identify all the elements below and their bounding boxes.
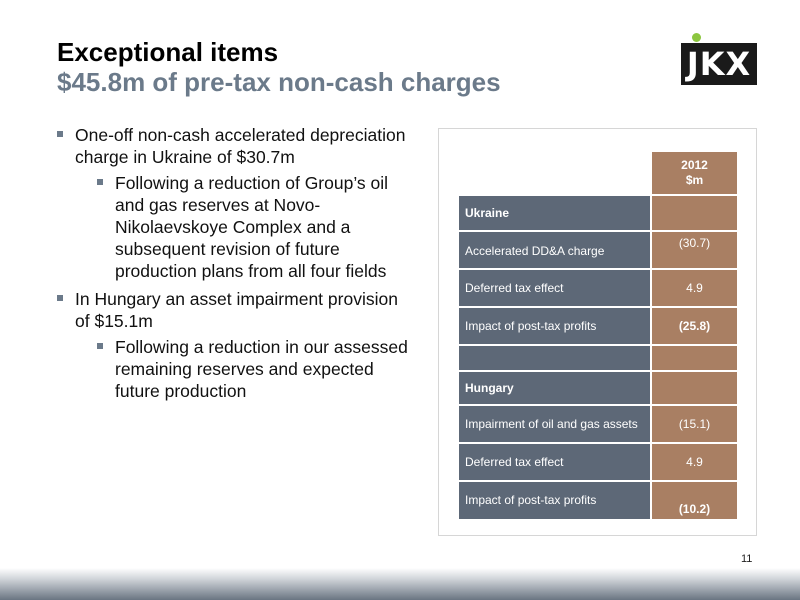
bullet-square-icon [57, 131, 63, 137]
bullet-item [57, 288, 417, 332]
table-row-value [652, 346, 737, 370]
table-row-value: (30.7) [652, 232, 737, 268]
sub-bullet-text: Following a reduction of Group’s oil and gas reserves at Novo-Nikolaevskoye Complex and a subsequent revision of future production plans from all four fields [115, 173, 389, 281]
sub-bullet-item [57, 336, 417, 402]
sub-bullet-text: Following a reduction in our assessed remaining reserves and expected future production [115, 337, 408, 401]
table-row-value: 4.9 [652, 270, 737, 306]
company-logo: JKX [681, 43, 757, 85]
table-header-year: 2012 [681, 158, 708, 172]
table-row-value [652, 196, 737, 230]
bullet-item [57, 124, 417, 168]
table-header-cell [652, 152, 737, 194]
table-row-value: (25.8) [652, 308, 737, 344]
bullet-square-icon [97, 179, 103, 185]
slide-title: Exceptional items [57, 37, 279, 67]
bullet-list [57, 124, 417, 408]
footer-gradient-bar [0, 568, 800, 600]
table-row-value: 4.9 [652, 444, 737, 480]
table-row-value [652, 372, 737, 404]
bullet-text: In Hungary an asset impairment provision of $15.1m [75, 289, 398, 331]
slide-subtitle: $45.8m of pre-tax non-cash charges [57, 67, 501, 97]
bullet-square-icon [57, 295, 63, 301]
table-row-label: Deferred tax effect [459, 270, 650, 306]
table-row-label [459, 346, 650, 370]
table-row-label: Ukraine [459, 196, 650, 230]
table-row-label: Impact of post-tax profits [459, 308, 650, 344]
table-row-label: Accelerated DD&A charge [459, 232, 650, 268]
page-number: 11 [741, 553, 753, 565]
table-row-label: Impairment of oil and gas assets [459, 406, 650, 442]
table-row-value: (10.2) [652, 482, 737, 519]
bullet-square-icon [97, 343, 103, 349]
table-row-value: (15.1) [652, 406, 737, 442]
table-row-label: Hungary [459, 372, 650, 404]
sub-bullet-item [57, 172, 417, 282]
bullet-text: One-off non-cash accelerated depreciation charge in Ukraine of $30.7m [75, 125, 406, 167]
table-row-label: Deferred tax effect [459, 444, 650, 480]
table-row-label: Impact of post-tax profits [459, 482, 650, 519]
logo-dot-icon [692, 33, 701, 42]
table-header-unit: $m [685, 173, 704, 187]
